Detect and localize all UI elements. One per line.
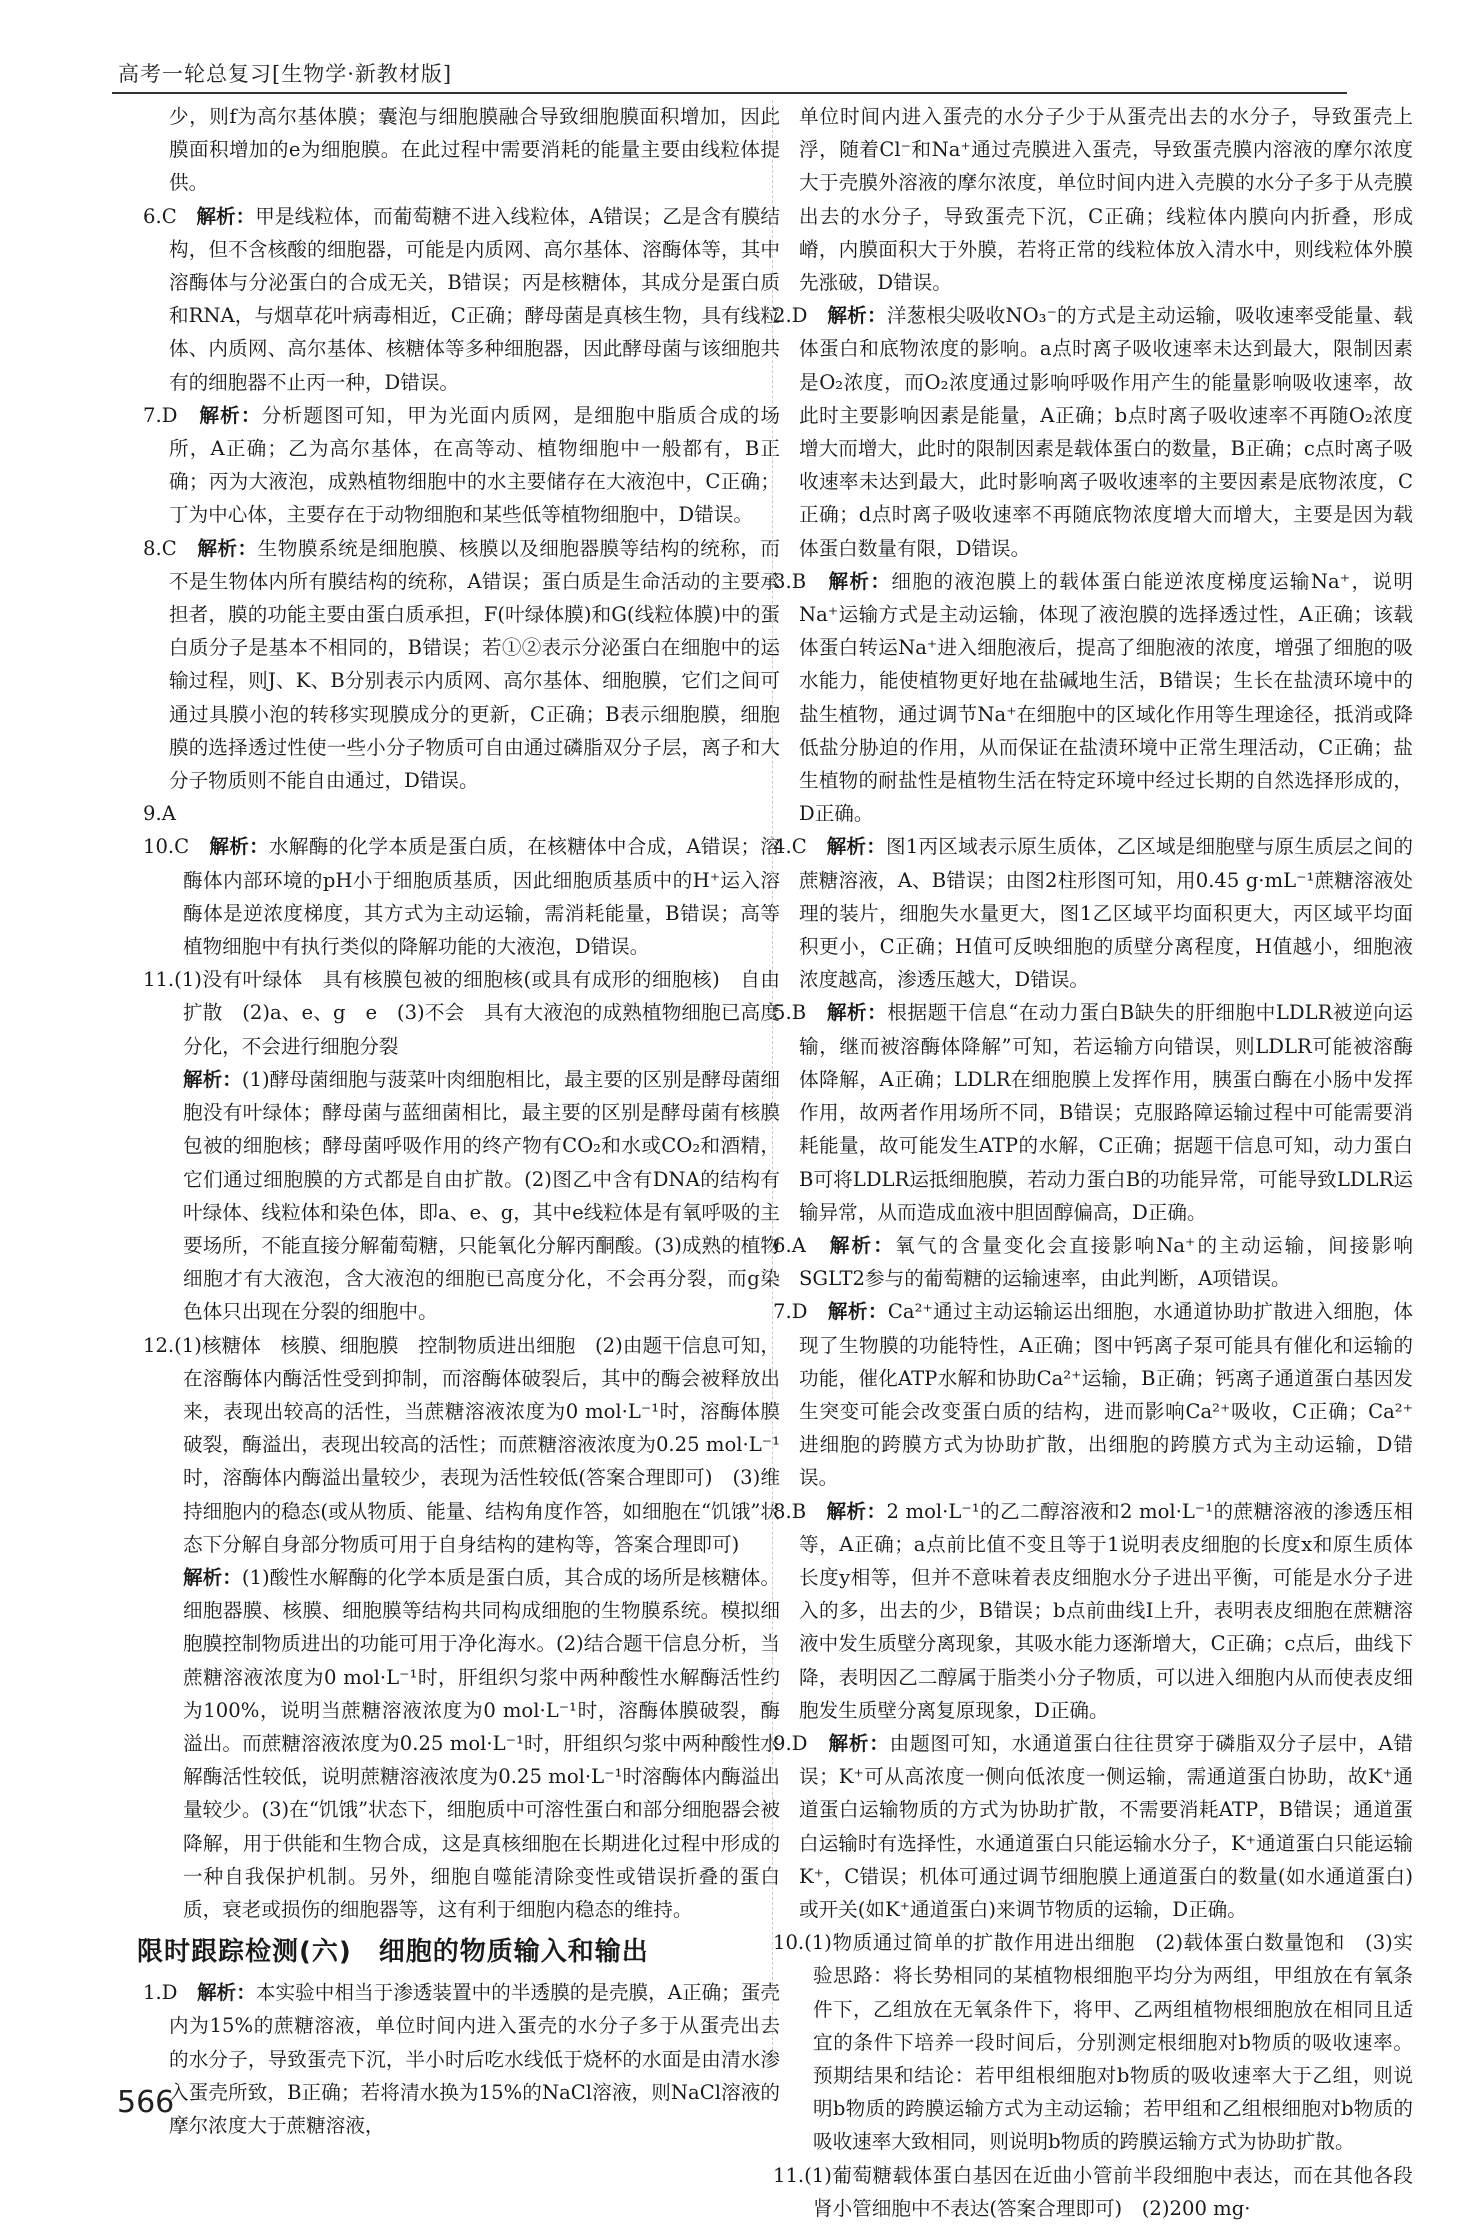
analysis-label: 解析： xyxy=(199,403,262,427)
analysis-label: 解析： xyxy=(829,1233,896,1257)
analysis-label: 解析： xyxy=(197,536,258,560)
analysis-label: 解析： xyxy=(183,1565,242,1589)
analysis-label: 解析： xyxy=(826,1499,887,1523)
answer-item: 8.C 解析：生物膜系统是细胞膜、核膜以及细胞器膜等结构的统称，而不是生物体内所有膜结构的统称，A错误；蛋白质是生命活动的主要承担者，膜的功能主要由蛋白质承担，F(叶绿体膜)和G(线粒体膜)中的蛋白质分子是基本不相同的，B错误；若①②表示分泌蛋白在细胞中的运输过程，则J、K、B分别表示内质网、高尔基体、细胞膜，它们之间可通过具膜小泡的转移实现膜成分的更新，C正确；B表示细胞膜，细胞膜的选择透过性使一些小分子物质可自由通过磷脂双分子层，离子和大分子物质则不能自由通过，D错误。 xyxy=(143,536,781,793)
answer-item: 少，则f为高尔基体膜；囊泡与细胞膜融合导致细胞膜面积增加，因此膜面积增加的e为细胞膜。在此过程中需要消耗的能量主要由线粒体提供。 xyxy=(169,105,780,195)
analysis-label: 解析： xyxy=(828,569,892,593)
left-column xyxy=(137,100,781,2142)
answer-item: 5.B 解析：根据题干信息“在动力蛋白B缺失的肝细胞中LDLR被逆向运输，继而被溶酶体降解”可知，若运输方向错误，则LDLR可能被溶酶体降解，A正确；LDLR在细胞膜上发挥作用，胰蛋白酶在小肠中发挥作用，故两者作用场所不同，B错误；克服路障运输过程中可能需要消耗能量，故可能发生ATP的水解，C正确；据题干信息可知，动力蛋白B可将LDLR运抵细胞膜，若动力蛋白B的功能异常，可能导致LDLR运输异常，从而造成血液中胆固醇偏高，D正确。 xyxy=(773,1001,1414,1224)
analysis-label: 解析： xyxy=(209,835,269,859)
answer-item: 9.D 解析：由题图可知，水通道蛋白往往贯穿于磷脂双分子层中，A错误；K⁺可从高浓度一侧向低浓度一侧运输，需通道蛋白协助，故K⁺通道蛋白运输物质的方式为协助扩散，不需要消耗ATP，B错误；通道蛋白运输时有选择性，水通道蛋白只能运输水分子，K⁺通道蛋白只能运输K⁺，C错误；机体可通过调节细胞膜上通道蛋白的数量(如水通道蛋白)或开关(如K⁺通道蛋白)来调节物质的运输，D正确。 xyxy=(773,1731,1413,1921)
analysis-label: 解析： xyxy=(196,204,256,228)
running-header: 高考一轮总复习[生物学·新教材版] xyxy=(118,62,453,86)
analysis-label: 解析： xyxy=(826,1001,888,1025)
section-title: 限时跟踪检测(六) 细胞的物质输入和输出 xyxy=(137,1937,649,1968)
analysis-label: 解析： xyxy=(827,304,887,328)
answer-item: 10.C 解析：水解酶的化学本质是蛋白质，在核糖体中合成，A错误；溶酶体内部环境的pH小于细胞质基质，因此细胞质基质中的H⁺运入溶酶体是逆浓度梯度，其方式为主动运输，需消耗能量，B错误；高等植物细胞中有执行类似的降解功能的大液泡，D错误。 xyxy=(143,835,781,959)
right-column xyxy=(773,100,1413,2225)
answer-item: 单位时间内进入蛋壳的水分子少于从蛋壳出去的水分子，导致蛋壳上浮，随着Cl⁻和Na⁺通过壳膜进入蛋壳，导致蛋壳膜内溶液的摩尔浓度大于壳膜外溶液的摩尔浓度，单位时间内进入壳膜的水分子多于从壳膜出去的水分子，导致蛋壳下沉，C正确；线粒体内膜向内折叠，形成嵴，内膜面积大于外膜，若将正常的线粒体放入清水中，则线粒体外膜先涨破，D错误。 xyxy=(799,105,1413,295)
answer-item: 7.D 解析：Ca²⁺通过主动运输运出细胞，水通道协助扩散进入细胞，体现了生物膜的功能特性，A正确；图中钙离子泵可能具有催化和运输的功能，催化ATP水解和协助Ca²⁺运输，B正确；钙离子通道蛋白基因发生突变可能会改变蛋白质的结构，进而影响Ca²⁺吸收，C正确；Ca²⁺进细胞的跨膜方式为协助扩散，出细胞的跨膜方式为主动运输，D错误。 xyxy=(773,1300,1414,1490)
answer-item: 7.D 解析：分析题图可知，甲为光面内质网，是细胞中脂质合成的场所，A正确；乙为高尔基体，在高等动、植物细胞中一般都有，B正确；丙为大液泡，成熟植物细胞中的水主要储存在大液泡中，C正确；丁为中心体，主要存在于动物细胞和某些低等植物细胞中，D错误。 xyxy=(143,403,781,527)
analysis-label: 解析： xyxy=(828,1731,890,1755)
answer-item: 12.(1)核糖体 核膜、细胞膜 控制物质进出细胞 (2)由题干信息可知，在溶酶体内酶活性受到抑制，而溶酶体破裂后，其中的酶会被释放出来，表现出较高的活性，当蔗糖溶液浓度为0 mol·L⁻¹时，溶酶体膜破裂，酶溢出，表现出较高的活性；而蔗糖溶液浓度为0.25 mol·L⁻¹时，溶酶体内酶溢出量较少，表现为活性较低(答案合理即可) (3)维持细胞内的稳态(或从物质、能量、结构角度作答，如细胞在“饥饿”状态下分解自身部分物质可用于自身结构的建构等，答案合理即可) xyxy=(143,1333,780,1556)
analysis-label: 解析： xyxy=(197,1981,256,2005)
answer-item: 11.(1)没有叶绿体 具有核膜包被的细胞核(或具有成形的细胞核) 自由扩散 (2)a、e、g e (3)不会 具有大液泡的成熟植物细胞已高度分化，不会进行细胞分裂 xyxy=(143,968,780,1058)
header-rule xyxy=(112,92,1347,94)
answer-item: 1.D 解析：本实验中相当于渗透装置中的半透膜的是壳膜，A正确；蛋壳内为15%的蔗糖溶液，单位时间内进入蛋壳的水分子多于从蛋壳出去的水分子，导致蛋壳下沉，半小时后吃水线低于烧杯的水面是由清水渗入蛋壳所致，B正确；若将清水换为15%的NaCl溶液，则NaCl溶液的摩尔浓度大于蔗糖溶液， xyxy=(143,1981,781,2137)
answer-item: 3.B 解析：细胞的液泡膜上的载体蛋白能逆浓度梯度运输Na⁺，说明Na⁺运输方式是主动运输，体现了液泡膜的选择透过性，A正确；该载体蛋白转运Na⁺进入细胞液后，提高了细胞液的浓度，增强了细胞的吸水能力，能使植物更好地在盐碱地生活，B错误；生长在盐渍环境中的盐生植物，通过调节Na⁺在细胞中的区域化作用等生理途径，抵消或降低盐分胁迫的作用，从而保证在盐渍环境中正常生理活动，C正确；盐生植物的耐盐性是植物生活在特定环境中经过长期的自然选择形成的，D正确。 xyxy=(773,569,1414,826)
answer-item: 9.A xyxy=(143,802,176,826)
analysis-label: 解析： xyxy=(826,835,887,859)
answer-item: 2.D 解析：洋葱根尖吸收NO₃⁻的方式是主动运输，吸收速率受能量、载体蛋白和底物浓度的影响。a点时离子吸收速率未达到最大，限制因素是O₂浓度，而O₂浓度通过影响呼吸作用产生的能量影响吸收速率，故此时主要影响因素是能量，A正确；b点时离子吸收速率不再随O₂浓度增大而增大，此时的限制因素是载体蛋白的数量，B正确；c点时离子吸收速率未达到最大，此时影响离子吸收速率的主要因素是底物浓度，C正确；d点时离子吸收速率不再随底物浓度增大而增大，主要是因为载体蛋白数量有限，D错误。 xyxy=(773,304,1414,560)
answer-item: 6.C 解析：甲是线粒体，而葡萄糖不进入线粒体，A错误；乙是含有膜结构，但不含核酸的细胞器，可能是内质网、高尔基体、溶酶体等，其中溶酶体与分泌蛋白的合成无关，B错误；丙是核糖体，其成分是蛋白质和RNA，与烟草花叶病毒相近，C正确；酵母菌是真核生物，具有线粒体、内质网、高尔基体、核糖体等多种细胞器，因此酵母菌与该细胞共有的细胞器不止丙一种，D错误。 xyxy=(143,204,781,394)
analysis-label: 解析： xyxy=(827,1300,888,1324)
answer-item: 解析：(1)酸性水解酶的化学本质是蛋白质，其合成的场所是核糖体。细胞器膜、核膜、细胞膜等结构共同构成细胞的生物膜系统。模拟细胞膜控制物质进出的功能可用于净化海水。(2)结合题干信息分析，当蔗糖溶液浓度为0 mol·L⁻¹时，肝组织匀浆中两种酸性水解酶活性约为100%，说明当蔗糖溶液浓度为0 mol·L⁻¹时，溶酶体膜破裂，酶溢出。而蔗糖溶液浓度为0.25 mol·L⁻¹时，肝组织匀浆中两种酸性水解酶活性较低，说明蔗糖溶液浓度为0.25 mol·L⁻¹时溶酶体内酶溢出量较少。(3)在“饥饿”状态下，细胞质中可溶性蛋白和部分细胞器会被降解，用于供能和生物合成，这是真核细胞在长期进化过程中形成的一种自我保护机制。另外，细胞自噬能清除变性或错误折叠的蛋白质，衰老或损伤的细胞器等，这有利于细胞内稳态的维持。 xyxy=(183,1565,780,1921)
answer-item: 解析：(1)酵母菌细胞与菠菜叶肉细胞相比，最主要的区别是酵母菌细胞没有叶绿体；酵母菌与蓝细菌相比，最主要的区别是酵母菌有核膜包被的细胞核；酵母菌呼吸作用的终产物有CO₂和水或CO₂和酒精，它们通过细胞膜的方式都是自由扩散。(2)图乙中含有DNA的结构有叶绿体、线粒体和染色体，即a、e、g，其中e线粒体是有氧呼吸的主要场所，不能直接分解葡萄糖，只能氧化分解丙酮酸。(3)成熟的植物细胞才有大液泡，含大液泡的细胞已高度分化，不会再分裂，而g染色体只出现在分裂的细胞中。 xyxy=(183,1067,780,1324)
answer-item: 4.C 解析：图1丙区域表示原生质体，乙区域是细胞壁与原生质层之间的蔗糖溶液，A、B错误；由图2柱形图可知，用0.45 g·mL⁻¹蔗糖溶液处理的装片，细胞失水量更大，图1乙区域平均面积更大，丙区域平均面积更小，C正确；H值可反映细胞的质壁分离程度，H值越小，细胞液浓度越高，渗透压越大，D错误。 xyxy=(773,835,1414,992)
answer-item: 11.(1)葡萄糖载体蛋白基因在近曲小管前半段细胞中表达，而在其他各段肾小管细胞中不表达(答案合理即可) (2)200 mg· xyxy=(773,2163,1413,2220)
answer-item: 10.(1)物质通过简单的扩散作用进出细胞 (2)载体蛋白数量饱和 (3)实验思路：将长势相同的某植物根细胞平均分为两组，甲组放在有氧条件下，乙组放在无氧条件下，将甲、乙两组植物根细胞放在相同且适宜的条件下培养一段时间后，分别测定根细胞对b物质的吸收速率。预期结果和结论：若甲组根细胞对b物质的吸收速率大于乙组，则说明b物质的跨膜运输方式为主动运输；若甲组和乙组根细胞对b物质的吸收速率大致相同，则说明b物质的跨膜运输方式为协助扩散。 xyxy=(773,1931,1413,2154)
analysis-label: 解析： xyxy=(183,1067,242,1091)
answer-item: 8.B 解析：2 mol·L⁻¹的乙二醇溶液和2 mol·L⁻¹的蔗糖溶液的渗透压相等，A正确；a点前比值不变且等于1说明表皮细胞的长度x和原生质体长度y相等，但并不意味着表皮细胞水分子进出平衡，可能是水分子进入的多，出去的少，B错误；b点前曲线I上升，表明表皮细胞在蔗糖溶液中发生质壁分离现象，其吸水能力逐渐增大，C正确；c点后，曲线下降，表明因乙二醇属于脂类小分子物质，可以进入细胞内从而使表皮细胞发生质壁分离复原现象，D正确。 xyxy=(773,1499,1413,1722)
answer-item: 6.A 解析：氧气的含量变化会直接影响Na⁺的主动运输，间接影响SGLT2参与的葡萄糖的运输速率，由此判断，A项错误。 xyxy=(773,1233,1414,1291)
page-number: 566 xyxy=(117,2085,175,2120)
